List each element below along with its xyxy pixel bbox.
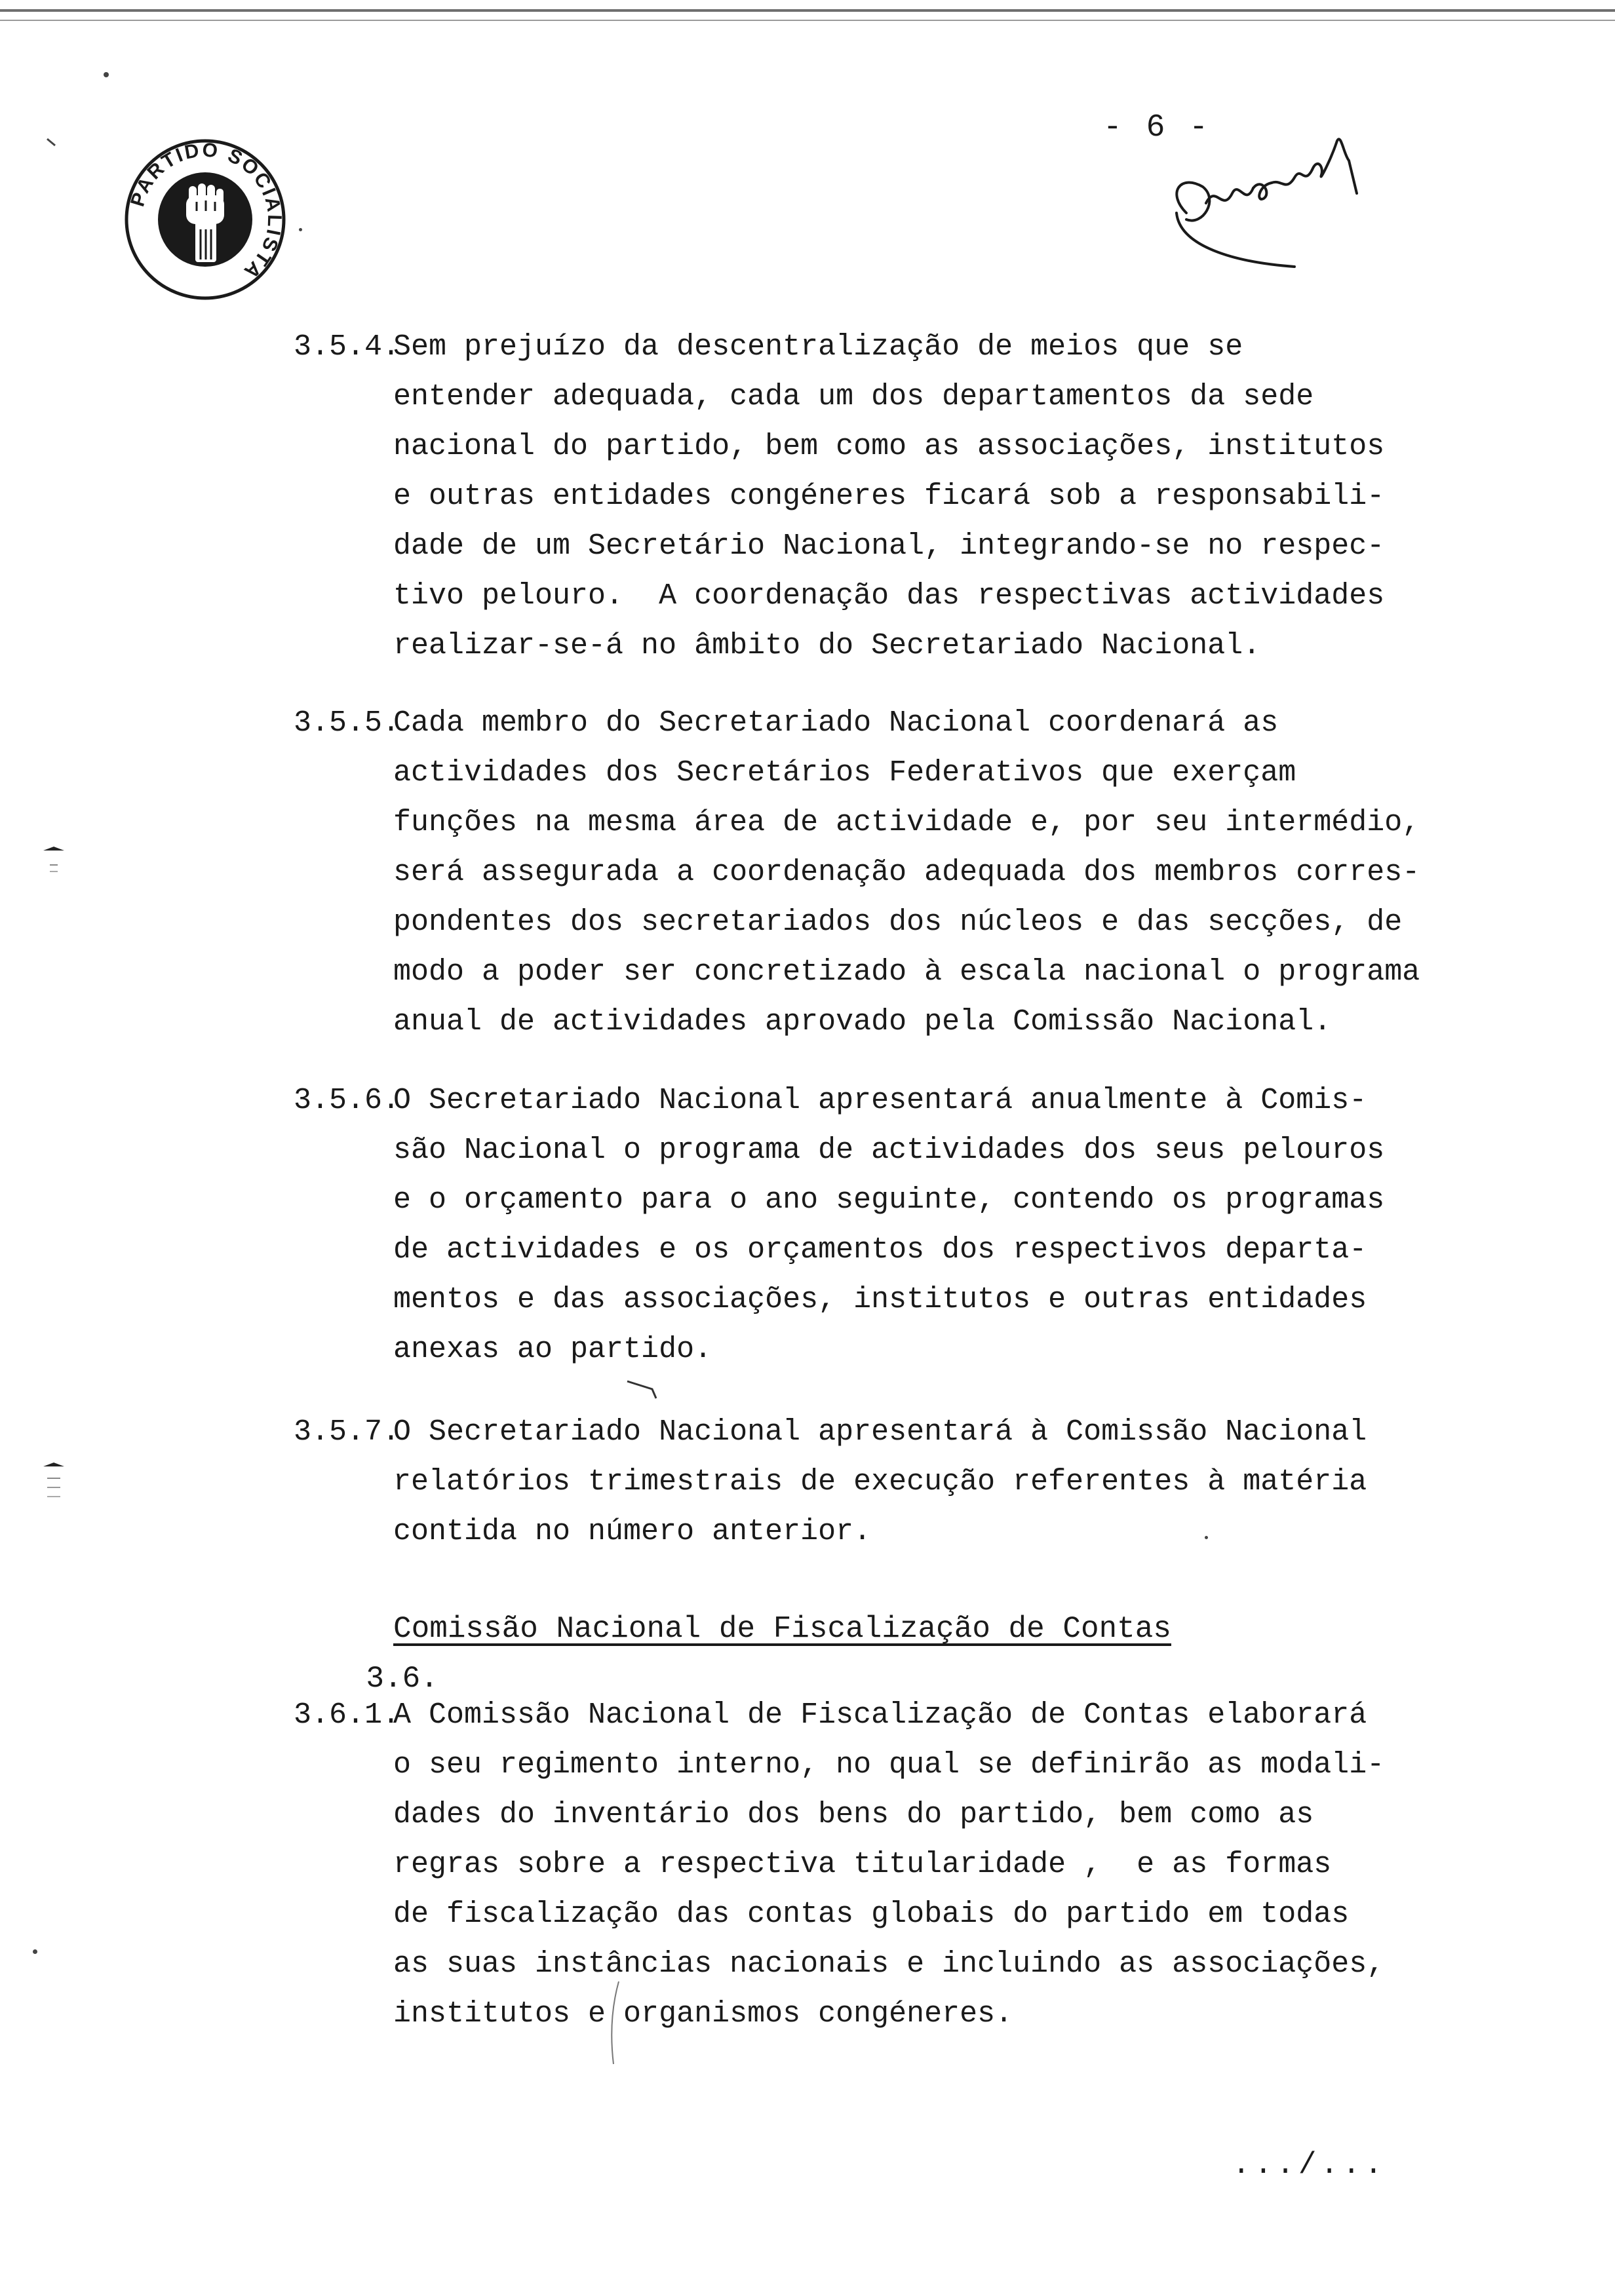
clause-line: e outras entidades congéneres ficará sob a responsabili- [393, 480, 1385, 513]
scan-speck [33, 1949, 37, 1954]
clause-text [393, 1076, 1560, 1375]
clause-line: são Nacional o programa de actividades dos seus pelouros [393, 1134, 1385, 1167]
clause-line: A Comissão Nacional de Fiscalização de Contas elaborará [393, 1698, 1367, 1732]
clause-line: modo a poder ser concretizado à escala nacional o programa [393, 955, 1420, 989]
section-number: 3.6. [366, 1662, 438, 1696]
svg-text:PARTIDO SOCIALISTA: PARTIDO SOCIALISTA [126, 139, 286, 284]
top-scan-rule [0, 9, 1615, 12]
clause-line: de fiscalização das contas globais do partido em todas [393, 1898, 1350, 1931]
scan-speck [104, 72, 109, 77]
clause-text [393, 698, 1560, 1047]
clause-line: será assegurada a coordenação adequada dos membros corres- [393, 856, 1420, 889]
binder-hole-mark [41, 1461, 67, 1523]
clause-line: entender adequada, cada um dos departamentos da sede [393, 380, 1314, 413]
clause-text [393, 1691, 1560, 2039]
clause-number: 3.5.7. [294, 1415, 400, 1449]
page-number: - 6 - [1102, 110, 1211, 145]
clause-number: 3.5.6. [294, 1084, 400, 1117]
clause-line: mentos e das associações, institutos e outras entidades [393, 1283, 1367, 1316]
scan-stroke [46, 138, 59, 151]
scan-speck [1205, 1536, 1208, 1539]
clause-line: O Secretariado Nacional apresentará à Comissão Nacional [393, 1415, 1367, 1449]
pen-stroke [603, 1979, 629, 2074]
clause-line: Sem prejuízo da descentralização de meios que se [393, 330, 1243, 364]
clause-line: institutos e organismos congéneres. [393, 1997, 1013, 2031]
clause-line: anual de actividades aprovado pela Comissão Nacional. [393, 1005, 1332, 1039]
clause-line: Cada membro do Secretariado Nacional coordenará as [393, 706, 1279, 740]
clause-line: O Secretariado Nacional apresentará anualmente à Comis- [393, 1084, 1367, 1117]
party-logo [123, 138, 287, 301]
handwritten-signature [1140, 115, 1396, 285]
clause-text [393, 1407, 1560, 1557]
clause-number: 3.6.1. [294, 1698, 400, 1732]
clause-line: funções na mesma área de actividade e, por seu intermédio, [393, 806, 1420, 839]
clause-line: actividades dos Secretários Federativos que exerçam [393, 756, 1296, 790]
clause-line: tivo pelouro. A coordenação das respectivas actividades [393, 579, 1385, 613]
clause-line: contida no número anterior. [393, 1515, 872, 1548]
binder-hole-mark [41, 845, 67, 894]
clause-line: anexas ao partido. [393, 1333, 712, 1366]
clause-line: o seu regimento interno, no qual se definirão as modali- [393, 1748, 1385, 1782]
clause-line: e o orçamento para o ano seguinte, contendo os programas [393, 1183, 1385, 1217]
clause-line: pondentes dos secretariados dos núcleos e das secções, de [393, 906, 1403, 939]
scan-speck [299, 228, 302, 231]
clause-line: de actividades e os orçamentos dos respectivos departa- [393, 1233, 1367, 1267]
section-title: Comissão Nacional de Fiscalização de Contas [393, 1612, 1171, 1646]
top-scan-rule-thin [0, 20, 1615, 21]
pen-stroke [626, 1376, 665, 1406]
clause-line: dades do inventário dos bens do partido, bem como as [393, 1798, 1314, 1831]
clause-line: dade de um Secretário Nacional, integrando-se no respec- [393, 529, 1385, 563]
clause-line: realizar-se-á no âmbito do Secretariado Nacional. [393, 629, 1261, 662]
clause-number: 3.5.4. [294, 330, 400, 364]
clause-line: relatórios trimestrais de execução referentes à matéria [393, 1465, 1367, 1499]
clause-line: nacional do partido, bem como as associações, institutos [393, 430, 1385, 463]
clause-text [393, 322, 1560, 671]
continuation-marker: .../... [1232, 2148, 1387, 2182]
clause-number: 3.5.5. [294, 706, 400, 740]
clause-line: regras sobre a respectiva titularidade , e as formas [393, 1848, 1332, 1881]
clause-line: as suas instâncias nacionais e incluindo as associações, [393, 1947, 1385, 1981]
